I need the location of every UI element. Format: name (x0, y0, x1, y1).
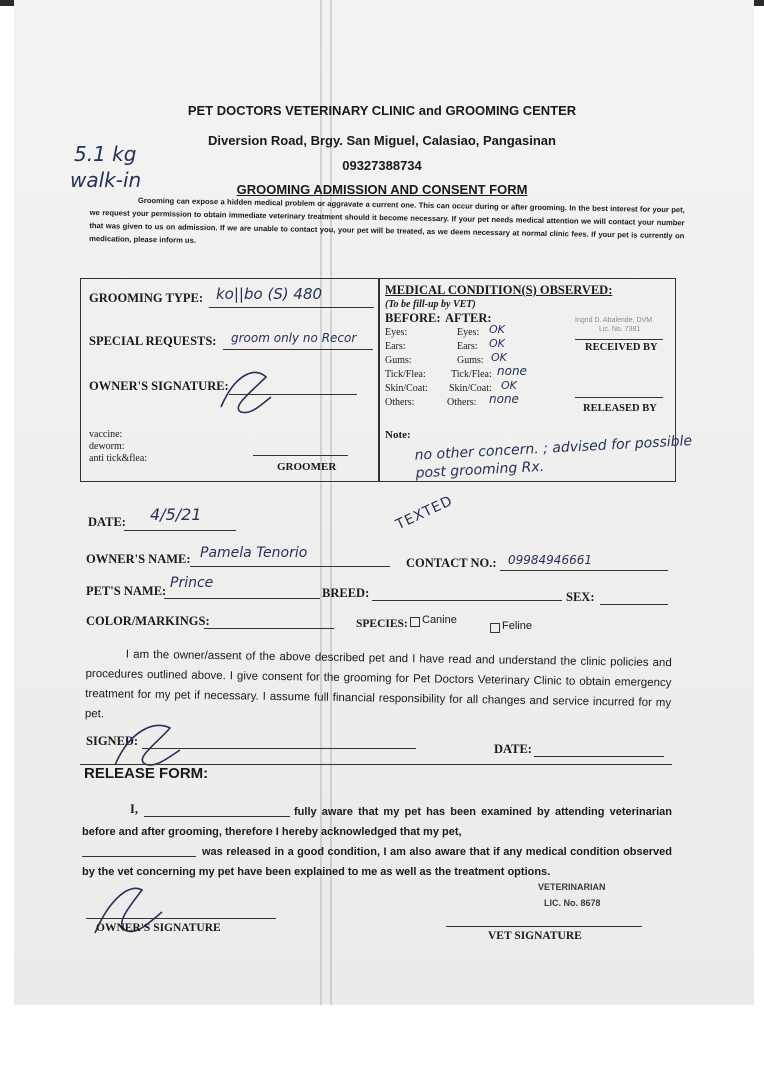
contact-label: CONTACT NO.: (406, 556, 497, 570)
row-skin-label-after: Skin/Coat: (449, 383, 492, 394)
release-line2: was released in a good condition, I am also aware that if any medical condition observed by the vet concerning my pet have been explained to me as well as the treatment options. (82, 846, 672, 878)
note-label: Note: (385, 429, 411, 441)
vet-stamp-name: Ingrid D. Abalende, DVM (575, 317, 653, 324)
pet-name-label: PET'S NAME: (86, 584, 167, 598)
owner-signature-label: OWNER'S SIGNATURE: (89, 379, 229, 393)
special-requests-label: SPECIAL REQUESTS: (89, 334, 217, 348)
canine-label: Canine (422, 614, 457, 626)
release-title: RELEASE FORM: (84, 765, 209, 782)
breed-label: BREED: (322, 586, 370, 600)
received-by-label: RECEIVED BY (585, 342, 658, 353)
grooming-type-value: ko||bo (S) 480 (216, 285, 323, 303)
owner-signature-mark (211, 367, 281, 417)
row-skin-label: Skin/Coat: (385, 383, 428, 394)
grooming-box (80, 278, 380, 482)
special-requests-value: groom only no Recor (231, 331, 357, 345)
consent-signature-mark (110, 720, 190, 770)
consent-date-label: DATE: (494, 742, 532, 756)
row-gums-label-after: Gums: (457, 355, 484, 366)
row-ears-label: Ears: (385, 341, 406, 352)
owner-signature-caption: OWNER'S SIGNATURE (96, 922, 221, 934)
medical-box (378, 278, 693, 482)
row-tick-value: none (497, 364, 527, 378)
consent-paragraph: I am the owner/assent of the above described pet and I have read and understand the clinic policies and procedures outlined above. I give consent for the grooming for Pet Doctors Veterinary Clinic to obtain emergency treatment for my pet if necessary. I assume full financial responsibility for all changes and service incurred for my pet. (84, 648, 672, 721)
walk-in-note: walk-in (70, 168, 142, 192)
pet-name-value: Prince (170, 575, 214, 591)
row-others-label: Others: (385, 397, 415, 408)
row-eyes-label-after: Eyes: (457, 327, 480, 338)
clinic-phone: 09327388734 (342, 158, 422, 173)
feline-label: Feline (502, 620, 532, 632)
groomer-label: GROOMER (277, 461, 337, 473)
owner-name-label: OWNER'S NAME: (86, 552, 191, 566)
date-label: DATE: (88, 515, 126, 529)
row-eyes-label: Eyes: (385, 327, 408, 338)
row-tick-label: Tick/Flea: (385, 369, 426, 380)
texted-stamp: TEXTED (393, 492, 456, 534)
clinic-address: Diversion Road, Brgy. San Miguel, Calasiao, Pangasinan (208, 133, 556, 148)
release-line1: fully aware that my pet has been examined by attending veterinarian before and after grooming, therefore I hereby acknowledged that my pet, (82, 806, 672, 838)
row-others-label-after: Others: (447, 397, 477, 408)
clinic-name: PET DOCTORS VETERINARY CLINIC and GROOMING CENTER (187, 103, 577, 118)
row-ears-label-after: Ears: (457, 341, 478, 352)
tick-flea-label: anti tick&flea: (89, 453, 148, 464)
vet-fill-note: (To be fill-up by VET) (385, 299, 476, 310)
vet-signature-caption: VET SIGNATURE (488, 930, 582, 942)
row-ears-value: OK (489, 337, 505, 350)
vet-stamp-lic: Lic. No. 7381 (599, 326, 641, 333)
note-value: no other concern. ; advised for possible post grooming Rx. (414, 433, 693, 482)
contact-value: 09984946661 (508, 553, 592, 567)
release-i-label: I, (130, 802, 138, 816)
signed-label: SIGNED: (86, 734, 139, 748)
row-gums-label: Gums: (385, 355, 412, 366)
before-label: BEFORE: (385, 311, 441, 325)
release-vet-stamp-name: VETERINARIAN (538, 882, 606, 892)
row-gums-value: OK (491, 351, 507, 364)
sex-label: SEX: (566, 590, 595, 604)
after-label: AFTER: (445, 311, 492, 325)
grooming-type-label: GROOMING TYPE: (89, 291, 204, 305)
date-value: 4/5/21 (150, 505, 202, 524)
released-by-label: RELEASED BY (583, 403, 657, 414)
row-others-value: none (489, 392, 519, 406)
color-markings-label: COLOR/MARKINGS: (86, 614, 210, 628)
deworm-label: deworm: (89, 441, 125, 452)
row-skin-value: OK (501, 379, 517, 392)
owner-name-value: Pamela Tenorio (200, 545, 308, 561)
species-label: SPECIES: (356, 618, 408, 630)
form-title: GROOMING ADMISSION AND CONSENT FORM (236, 182, 528, 197)
feline-checkbox[interactable] (490, 623, 500, 633)
canine-checkbox[interactable] (410, 617, 420, 627)
medical-title: MEDICAL CONDITION(S) OBSERVED: (385, 283, 613, 297)
vaccine-label: vaccine: (89, 429, 123, 440)
release-vet-stamp-lic: LIC. No. 8678 (544, 898, 601, 908)
weight-note: 5.1 kg (74, 142, 137, 166)
row-eyes-value: OK (489, 323, 505, 336)
intro-paragraph: Grooming can expose a hidden medical problem or aggravate a current one. This can occur during or after grooming. In the best interest for your pet, we request your permission to obtain immediate veterinary treatment should it become necessary. If your pet needs medical attention we will contact your number that was given to us on admission. If we are unable to contact you, your pet will be treated, as we deem necessary at normal clinic fees. If your pet is currently on medication, please inform us. (89, 195, 685, 245)
row-tick-label-after: Tick/Flea: (451, 369, 492, 380)
